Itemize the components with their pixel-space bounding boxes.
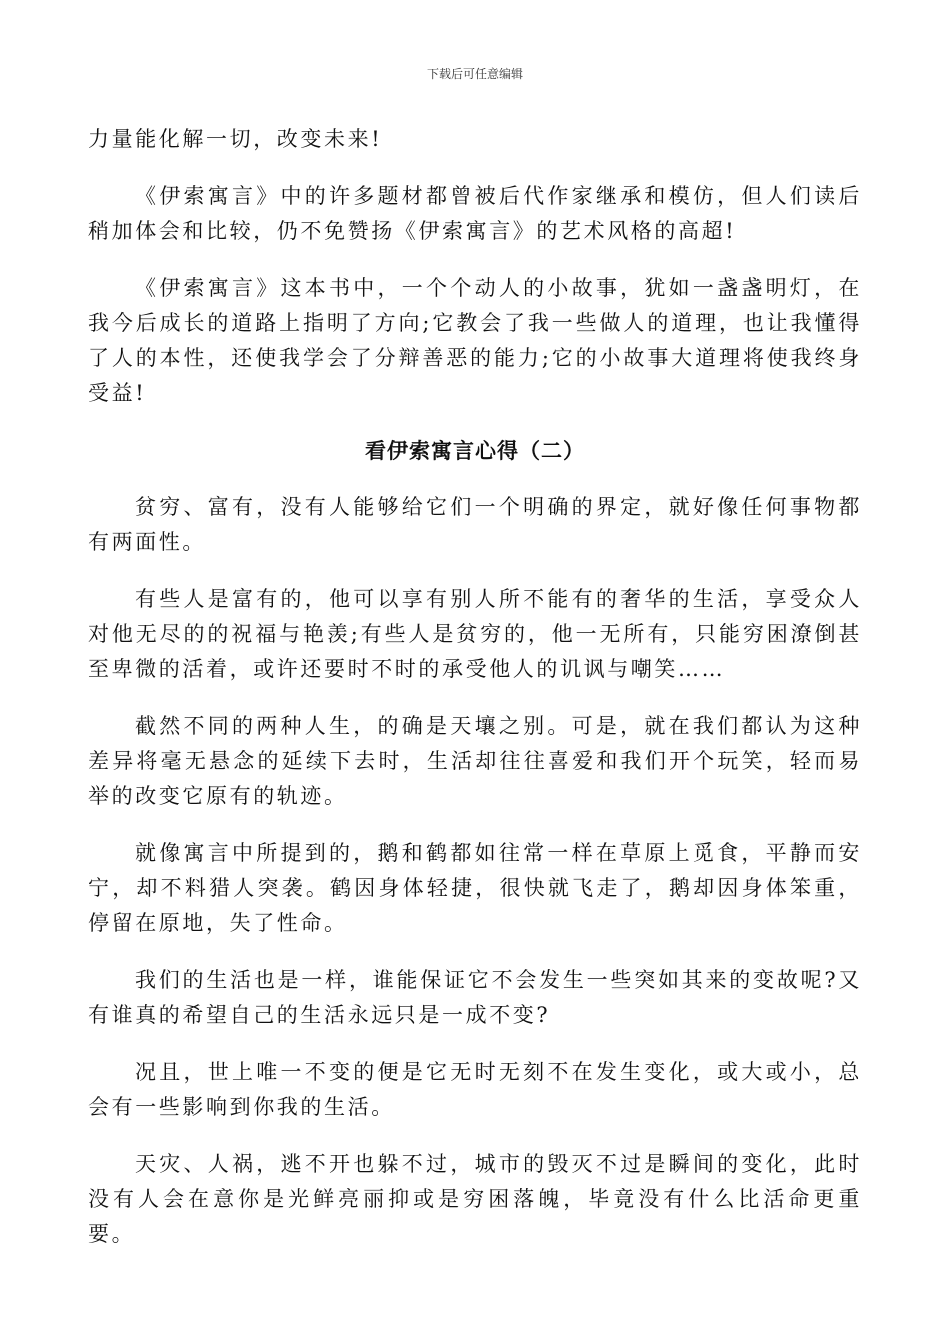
paragraph: 有些人是富有的，他可以享有别人所不能有的奢华的生活，享受众人对他无尽的的祝福与艳羡;有些人是贫穷的，他一无所有，只能穷困潦倒甚至卑微的活着，或许还要时不时的承受他人的讥讽与嘲笑…… [88,587,862,681]
paragraph: 《伊索寓言》中的许多题材都曾被后代作家继承和模仿，但人们读后稍加体会和比较，仍不免赞扬《伊索寓言》的艺术风格的高超! [88,184,862,243]
paragraph: 我们的生活也是一样，谁能保证它不会发生一些突如其来的变故呢?又有谁真的希望自己的生活永远只是一成不变? [88,968,862,1027]
document-body [88,122,862,1274]
paragraph: 《伊索寓言》这本书中，一个个动人的小故事，犹如一盏盏明灯，在我今后成长的道路上指明了方向;它教会了我一些做人的道理，也让我懂得了人的本性，还使我学会了分辩善恶的能力;它的小故事大道理将使我终身受益! [88,276,862,405]
paragraph: 截然不同的两种人生，的确是天壤之别。可是，就在我们都认为这种差异将毫无悬念的延续下去时，生活却往往喜爱和我们开个玩笑，轻而易举的改变它原有的轨迹。 [88,714,862,808]
paragraph: 贫穷、富有，没有人能够给它们一个明确的界定，就好像任何事物都有两面性。 [88,495,862,554]
paragraph: 况且，世上唯一不变的便是它无时无刻不在发生变化，或大或小，总会有一些影响到你我的生活。 [88,1060,862,1119]
page-header: 下载后可任意编辑 [426,67,523,81]
paragraph: 天灾、人祸，逃不开也躲不过，城市的毁灭不过是瞬间的变化，此时没有人会在意你是光鲜亮丽抑或是穷困落魄，毕竟没有什么比活命更重要。 [88,1152,862,1246]
paragraph-continuation: 力量能化解一切，改变未来! [88,127,383,151]
paragraph: 就像寓言中所提到的，鹅和鹤都如往常一样在草原上觅食，平静而安宁，却不料猎人突袭。鹤因身体轻捷，很快就飞走了，鹅却因身体笨重，停留在原地，失了性命。 [88,841,862,935]
section-title: 看伊索寓言心得（二） [365,438,585,463]
